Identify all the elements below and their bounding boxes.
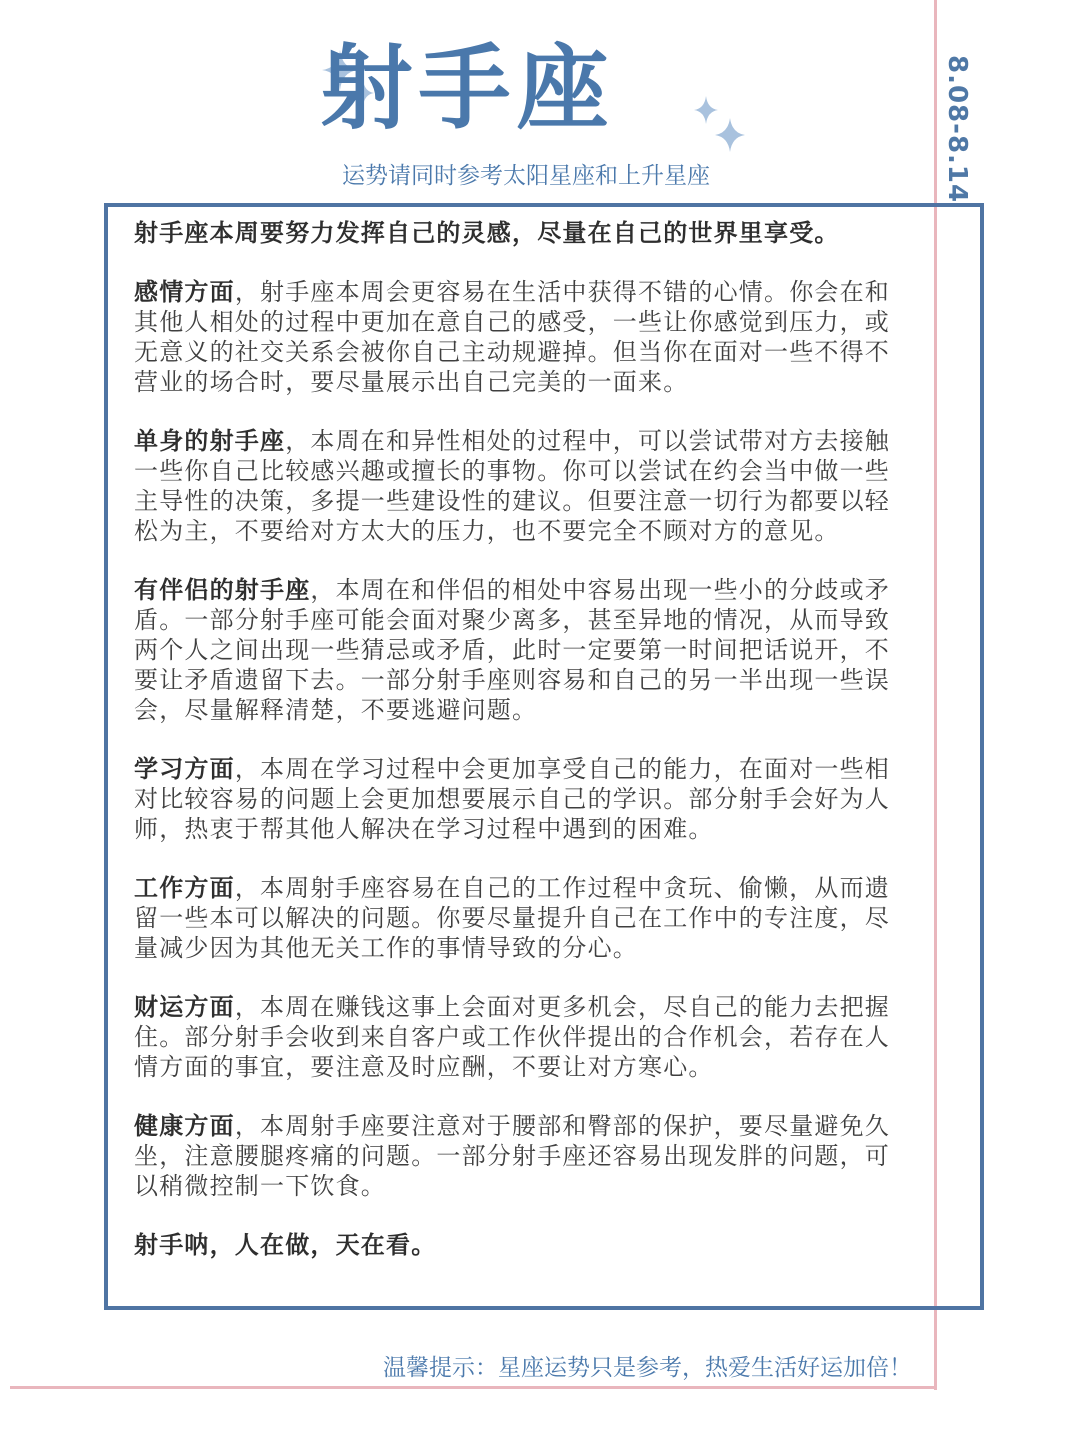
- section-partnered: [134, 575, 914, 725]
- section-wealth: [134, 992, 914, 1082]
- section-heading: 学习方面: [134, 755, 235, 783]
- section-text: ，本周在赚钱这事上会面对更多机会，尽自己的能力去把握住。部分射手会收到来自客户或工作伙伴提出的合作机会，若存在人情方面的事宜，要注意及时应酬，不要让对方寒心。: [134, 993, 891, 1081]
- section-text: ，本周在和异性相处的过程中，可以尝试带对方去接触一些你自己比较感兴趣或擅长的事物。你可以尝试在约会当中做一些主导性的决策，多提一些建设性的建议。但要注意一切行为都要以轻松为主，不要给对方太大的压力，也不要完全不顾对方的意见。: [134, 427, 891, 545]
- section-text: ，射手座本周会更容易在生活中获得不错的心情。你会在和其他人相处的过程中更加在意自己的感受，一些让你感觉到压力，或无意义的社交关系会被你自己主动规避掉。但当你在面对一些不得不营业的场合时，要尽量展示出自己完美的一面来。: [134, 278, 891, 396]
- lead-paragraph: 射手座本周要努力发挥自己的灵感，尽量在自己的世界里享受。: [134, 219, 840, 247]
- section-heading: 工作方面: [134, 874, 235, 902]
- section-text: ，本周在和伴侣的相处中容易出现一些小的分歧或矛盾。一部分射手座可能会面对聚少离多，甚至异地的情况，从而导致两个人之间出现一些猜忌或矛盾，此时一定要第一时间把话说开，不要让矛盾遗留下去。一部分射手座则容易和自己的另一半出现一些误会，尽量解释清楚，不要逃避问题。: [134, 576, 891, 724]
- section-text: ，本周在学习过程中会更加享受自己的能力，在面对一些相对比较容易的问题上会更加想要展示自己的学识。部分射手会好为人师，热衷于帮其他人解决在学习过程中遇到的困难。: [134, 755, 891, 843]
- section-heading: 感情方面: [134, 278, 235, 306]
- section-study: [134, 754, 914, 844]
- section-love: [134, 277, 914, 397]
- section-text: ，本周射手座要注意对于腰部和臀部的保护，要尽量避免久坐，注意腰腿疼痛的问题。一部分射手座还容易出现发胖的问题，可以稍微控制一下饮食。: [134, 1112, 891, 1200]
- section-heading: 单身的射手座: [134, 427, 286, 455]
- section-single: [134, 426, 914, 546]
- section-health: [134, 1111, 914, 1201]
- section-heading: 财运方面: [134, 993, 235, 1021]
- section-text: ，本周射手座容易在自己的工作过程中贪玩、偷懒，从而遗留一些本可以解决的问题。你要尽量提升自己在工作中的专注度，尽量减少因为其他无关工作的事情导致的分心。: [134, 874, 891, 962]
- page-subtitle: 运势请同时参考太阳星座和上升星座: [342, 163, 710, 189]
- section-heading: 健康方面: [134, 1112, 235, 1140]
- footer-tip: 温馨提示：星座运势只是参考，热爱生活好运加倍！: [383, 1355, 912, 1381]
- section-work: [134, 873, 914, 963]
- section-heading: 有伴侣的射手座: [134, 576, 311, 604]
- date-range: 8.08-8.14: [942, 55, 972, 204]
- pink-horizontal-line: [10, 1386, 937, 1389]
- page-title: 射手座: [320, 35, 615, 142]
- closing-line: 射手呐，人在做，天在看。: [134, 1231, 437, 1259]
- horoscope-body: [134, 218, 914, 1260]
